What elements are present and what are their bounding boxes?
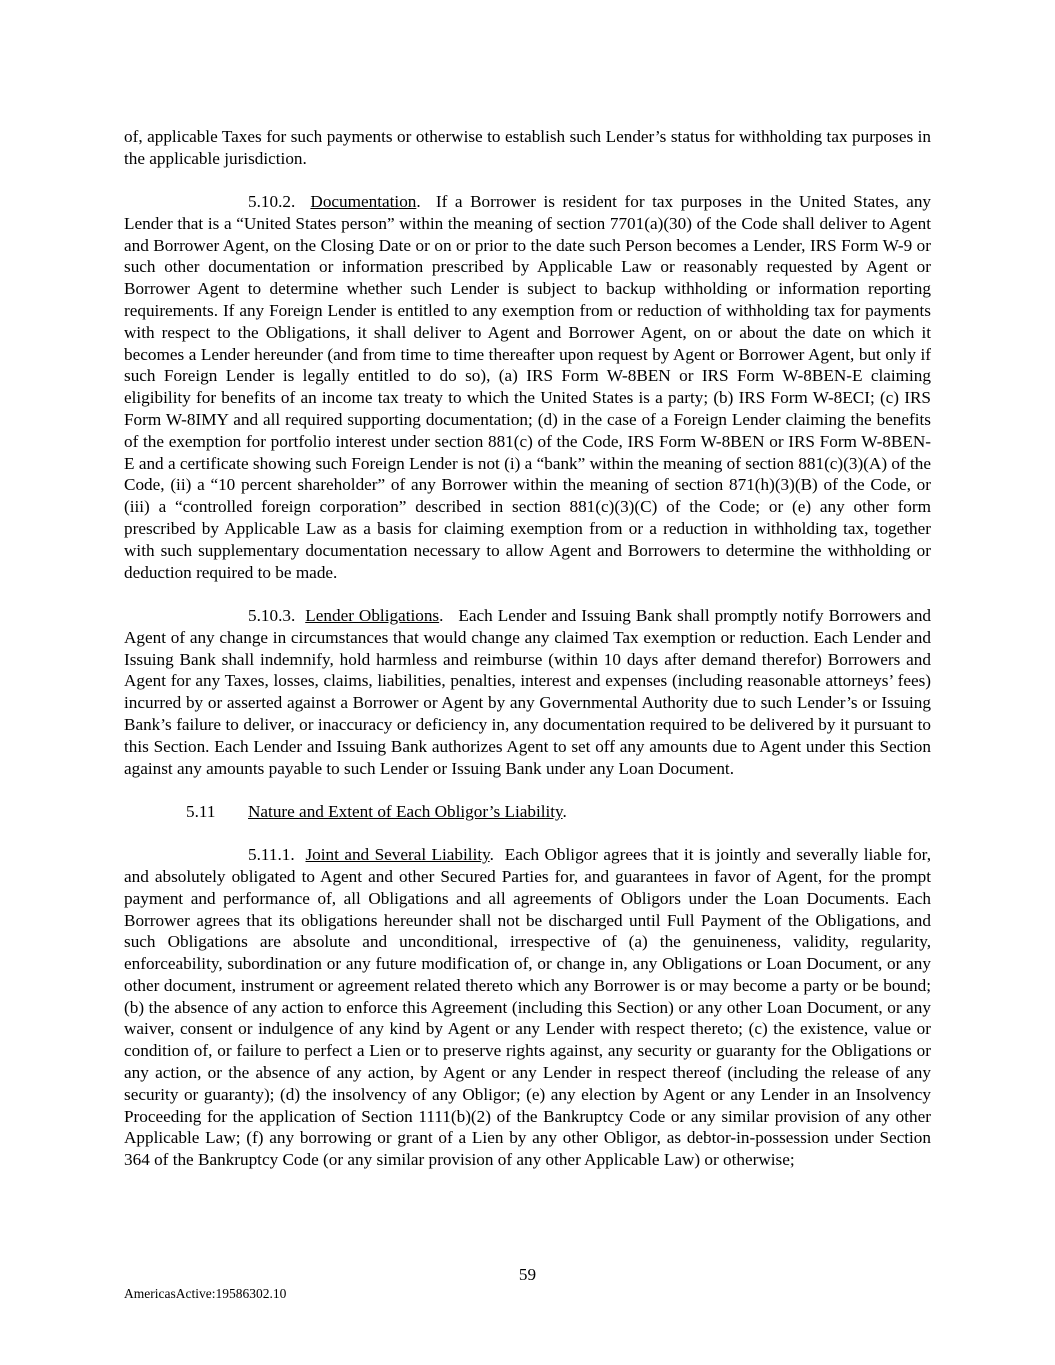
- document-page: [124, 126, 931, 1193]
- section-number: 5.10.3.: [248, 605, 296, 625]
- section-body: If a Borrower is resident for tax purposes in the United States, any Lender that is a “United States person” within the meaning of section 7701(a)(30) of the Code shall deliver to Agent and Borrower Agent, on the Closing Date or on or prior to the date such Person becomes a Lender, IRS Form W-9 or such other documentation or information prescribed by Applicable Law or reasonably requested by Agent or Borrower Agent to determine whether such Lender is subject to backup withholding or information reporting requirements. If any Foreign Lender is entitled to any exemption from or reduction of withholding tax for payments with respect to the Obligations, it shall deliver to Agent and Borrower Agent, on or about the date on which it becomes a Lender hereunder (and from time to time thereafter upon request by Agent or Borrower Agent, but only if such Foreign Lender is legally entitled to do so), (a) IRS Form W-8BEN or IRS Form W-8BEN-E claiming eligibility for benefits of an income tax treaty to which the United States is a party; (b) IRS Form W-8ECI; (c) IRS Form W-8IMY and all required supporting documentation; (d) in the case of a Foreign Lender claiming the benefits of the exemption for portfolio interest under section 881(c) of the Code, IRS Form W-8BEN or IRS Form W-8BEN-E and a certificate showing such Foreign Lender is not (i) a “bank” within the meaning of section 881(c)(3)(A) of the Code, (ii) a “10 percent shareholder” of any Borrower within the meaning of section 871(h)(3)(B) of the Code, or (iii) a “controlled foreign corporation” described in section 881(c)(3)(C) of the Code; or (e) any other form prescribed by Applicable Law as a basis for claiming exemption from or a reduction in withholding tax, together with such supplementary documentation necessary to allow Agent and Borrowers to determine the withholding or deduction required to be made.: [124, 192, 932, 582]
- section-heading-title: Nature and Extent of Each Obligor’s Liability.: [248, 801, 567, 821]
- section-title: Joint and Several Liability: [305, 845, 490, 865]
- section-body: Each Lender and Issuing Bank shall promptly notify Borrowers and Agent of any change in circumstances that would change any claimed Tax exemption or reduction. Each Lender and Issuing Bank shall indemnify, hold harmless and reimburse (within 10 days after demand therefor) Borrowers and Agent for any Taxes, losses, claims, liabilities, penalties, interest and expenses (including reasonable attorneys’ fees) incurred by or asserted against a Borrower or Agent by any Governmental Authority due to such Lender’s or Issuing Bank’s failure to deliver, or inaccuracy or deficiency in, any documentation required to be delivered by it pursuant to this Section. Each Lender and Issuing Bank authorizes Agent to set off any amounts due to Agent under this Section against any amounts payable to such Lender or Issuing Bank under any Loan Document.: [124, 605, 932, 778]
- page-number: 59: [518, 1265, 537, 1284]
- section-5-11-heading: [186, 801, 931, 823]
- section-title: Lender Obligations: [305, 605, 440, 625]
- section-number: 5.11.1.: [248, 845, 295, 865]
- continuation-paragraph: of, applicable Taxes for such payments or otherwise to establish such Lender’s status for withholding tax purposes in the applicable jurisdiction.: [124, 127, 931, 168]
- section-5-10-3: 5.10.3. Lender Obligations. Each Lender and Issuing Bank shall promptly notify Borrowers and Agent of any change in circumstances that would change any claimed Tax exemption or reduction. Each Lender and Issuing Bank shall indemnify, hold harmless and reimburse (within 10 days after demand therefor) Borrowers and Agent for any Taxes, losses, claims, liabilities, penalties, interest and expenses (including reasonable attorneys’ fees) incurred by or asserted against a Borrower or Agent by any Governmental Authority due to such Lender’s or Issuing Bank’s failure to deliver, or inaccuracy or deficiency in, any documentation required to be delivered by it pursuant to this Section. Each Lender and Issuing Bank authorizes Agent to set off any amounts due to Agent under this Section against any amounts payable to such Lender or Issuing Bank under any Loan Document.: [124, 605, 932, 778]
- document-id: AmericasActive:19586302.10: [124, 1286, 287, 1301]
- section-5-11-1: 5.11.1. Joint and Several Liability. Each Obligor agrees that it is jointly and severally liable for, and absolutely obligated to Agent and other Secured Parties for, and guarantees in favor of Agent, for the prompt payment and performance of, all Obligations and all agreements of Obligors under the Loan Documents. Each Borrower agrees that its obligations hereunder shall not be discharged until Full Payment of the Obligations, and such Obligations are absolute and unconditional, irrespective of (a) the genuineness, validity, regularity, enforceability, subordination or any future modification of, or change in, any Obligations or Loan Document, or any other document, instrument or agreement related thereto which any Borrower is or may become a party or be bound; (b) the absence of any action to enforce this Agreement (including this Section) or any other Loan Document, or any waiver, consent or indulgence of any kind by Agent or any Lender with respect thereto; (c) the existence, value or condition of, or failure to perfect a Lien or to preserve rights against, any security or guaranty for the Obligations or any action, or the absence of any action, by Agent or any Lender in respect thereof (including the release of any security or guaranty); (d) the insolvency of any Obligor; (e) any election by Agent or any Lender in an Insolvency Proceeding for the application of Section 1111(b)(2) of the Bankruptcy Code or any similar provision of any other Applicable Law; (f) any borrowing or grant of a Lien by any other Obligor, as debtor-in-possession under Section 364 of the Bankruptcy Code (or any similar provision of any other Applicable Law) or otherwise;: [124, 845, 932, 1170]
- section-body: Each Obligor agrees that it is jointly and severally liable for, and absolutely obligated to Agent and other Secured Parties for, and guarantees in favor of Agent, for the prompt payment and performance of, all Obligations and all agreements of Obligors under the Loan Documents. Each Borrower agrees that its obligations hereunder shall not be discharged until Full Payment of the Obligations, and such Obligations are absolute and unconditional, irrespective of (a) the genuineness, validity, regularity, enforceability, subordination or any future modification of, or change in, any Obligations or Loan Document, or any other document, instrument or agreement related thereto which any Borrower is or may become a party or be bound; (b) the absence of any action to enforce this Agreement (including this Section) or any other Loan Document, or any waiver, consent or indulgence of any kind by Agent or any Lender with respect thereto; (c) the existence, value or condition of, or failure to perfect a Lien or to preserve rights against, any security or guaranty for the Obligations or any action, or the absence of any action, by Agent or any Lender in respect thereof (including the release of any security or guaranty); (d) the insolvency of any Obligor; (e) any election by Agent or any Lender in an Insolvency Proceeding for the application of Section 1111(b)(2) of the Bankruptcy Code or any similar provision of any other Applicable Law; (f) any borrowing or grant of a Lien by any other Obligor, as debtor-in-possession under Section 364 of the Bankruptcy Code (or any similar provision of any other Applicable Law) or otherwise;: [124, 845, 932, 1170]
- section-title: Documentation: [310, 192, 417, 212]
- section-number: 5.11: [186, 801, 216, 821]
- section-number: 5.10.2.: [248, 192, 296, 212]
- section-5-10-2: 5.10.2. Documentation. If a Borrower is resident for tax purposes in the United States, any Lender that is a “United States person” within the meaning of section 7701(a)(30) of the Code shall deliver to Agent and Borrower Agent, on the Closing Date or on or prior to the date such Person becomes a Lender, IRS Form W-9 or such other documentation or information prescribed by Applicable Law or reasonably requested by Agent or Borrower Agent to determine whether such Lender is subject to backup withholding or information reporting requirements. If any Foreign Lender is entitled to any exemption from or reduction of withholding tax for payments with respect to the Obligations, it shall deliver to Agent and Borrower Agent, on or about the date on which it becomes a Lender hereunder (and from time to time thereafter upon request by Agent or Borrower Agent, but only if such Foreign Lender is legally entitled to do so), (a) IRS Form W-8BEN or IRS Form W-8BEN-E claiming eligibility for benefits of an income tax treaty to which the United States is a party; (b) IRS Form W-8ECI; (c) IRS Form W-8IMY and all required supporting documentation; (d) in the case of a Foreign Lender claiming the benefits of the exemption for portfolio interest under section 881(c) of the Code, IRS Form W-8BEN or IRS Form W-8BEN-E and a certificate showing such Foreign Lender is not (i) a “bank” within the meaning of section 881(c)(3)(A) of the Code, (ii) a “10 percent shareholder” of any Borrower within the meaning of section 871(h)(3)(B) of the Code, or (iii) a “controlled foreign corporation” described in section 881(c)(3)(C) of the Code; or (e) any other form prescribed by Applicable Law as a basis for claiming exemption from or a reduction in withholding tax, together with such supplementary documentation necessary to allow Agent and Borrowers to determine the withholding or deduction required to be made.: [124, 192, 932, 582]
